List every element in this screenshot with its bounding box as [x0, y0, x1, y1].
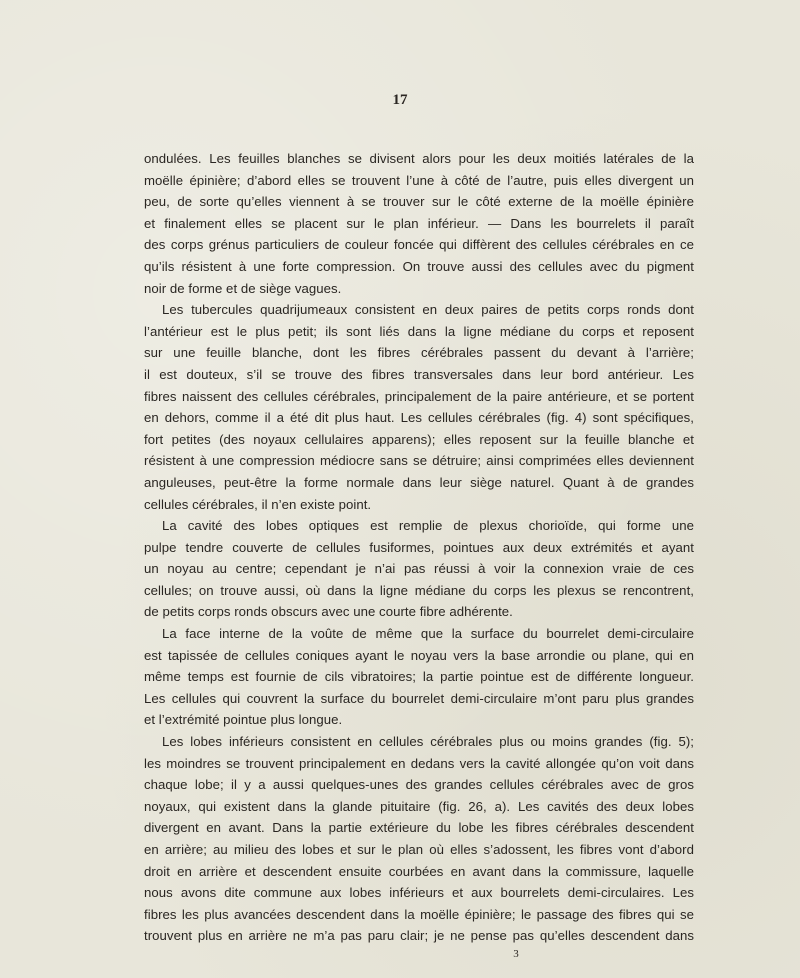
text-line: chaque lobe; il y a aussi quelques-unes des grandes cellules cérébrales avec de gros [144, 777, 694, 793]
signature-mark: 3 [513, 948, 519, 960]
text-line: fibres naissent des cellules cérébrales, principalement de la paire antérieure, et se portent [144, 388, 694, 404]
text-line: cellules cérébrales, il n’en existe point. [144, 496, 372, 512]
text-line: il est douteux, s’il se trouve des fibres transversales dans leur bord antérieur. Les [144, 366, 694, 382]
text-line: Les lobes inférieurs consistent en cellules cérébrales plus ou moins grandes (fig. 5); [162, 734, 694, 750]
text-line: qu’ils résistent à une forte compression. On trouve aussi des cellules avec du pigment [144, 258, 694, 274]
text-line: droit en arrière et descendent ensuite courbées en avant dans la commissure, laquelle [144, 863, 694, 879]
text-line: fort petites (des noyaux cellulaires apparens); elles reposent sur la feuille blanche et [144, 431, 694, 447]
text-line: trouvent plus en arrière ne m’a pas paru clair; je ne pense pas qu’elles descendent dans [144, 928, 694, 944]
text-line: les moindres se trouvent principalement en dedans vers la cavité allongée qu’on voit dans [144, 755, 694, 771]
text-line: résistent à une compression médiocre sans se détruire; ainsi comprimées elles deviennent [144, 453, 694, 469]
text-line: La cavité des lobes optiques est remplie de plexus chorioïde, qui forme une [162, 518, 694, 534]
text-line: même temps est fournie de cils vibratoires; la partie pointue est de différente longueur. [144, 669, 694, 685]
text-line: fibres les plus avancées descendent dans la moëlle épinière; le passage des fibres qui se [144, 906, 694, 922]
text-line: La face interne de la voûte de même que la surface du bourrelet demi-circulaire [162, 626, 694, 642]
text-line: et finalement elles se placent sur le plan inférieur. — Dans les bourrelets il paraît [144, 215, 694, 231]
text-line: noir de forme et de siège vagues. [144, 280, 342, 296]
text-line: en arrière; au milieu des lobes et sur le plan où elles s’adossent, les fibres vont d’abord [144, 842, 694, 857]
text-line: sur une feuille blanche, dont les fibres cérébrales passent du devant à l’arrière; [144, 345, 694, 361]
text-line: Les tubercules quadrijumeaux consistent en deux paires de petits corps ronds dont [162, 302, 694, 318]
text-line: noyaux, qui existent dans la glande pituitaire (fig. 26, a). Les cavités des deux lobes [144, 798, 694, 814]
page-number: 17 [392, 92, 408, 108]
text-line: et l’extrémité pointue plus longue. [144, 712, 343, 728]
text-line: un noyau au centre; cependant je n’ai pas réussi à voir la connexion vraie de ces [144, 561, 694, 577]
text-line: de petits corps ronds obscurs avec une courte fibre adhérente. [144, 604, 513, 620]
text-line: nous avons dite commune aux lobes inférieurs et aux bourrelets demi-circulaires. Les [144, 885, 694, 901]
text-line: est tapissée de cellules coniques ayant le noyau vers la base arrondie ou plane, qui en [144, 647, 694, 663]
text-line: cellules; on trouve aussi, où dans la ligne médiane du corps les plexus se rencontrent, [144, 582, 694, 598]
text-line: Les cellules qui couvrent la surface du bourrelet demi-circulaire m’ont paru plus grandes [144, 690, 694, 706]
text-line: pulpe tendre couverte de cellules fusiformes, pointues aux deux extrémités et ayant [144, 539, 694, 555]
text-line: anguleuses, peut-être la forme normale dans leur siège naturel. Quant à de grandes [144, 474, 694, 490]
text-line: divergent en avant. Dans la partie extérieure du lobe les fibres cérébrales descendent [144, 820, 694, 836]
text-line: ondulées. Les feuilles blanches se divisent alors pour les deux moitiés latérales de la [144, 151, 694, 166]
body-text [144, 148, 694, 947]
text-line: l’antérieur est le plus petit; ils sont liés dans la ligne médiane du corps et reposent [144, 323, 694, 339]
text-line: peu, de sorte qu’elles viennent à se trouver sur le côté externe de la moëlle épinière [144, 194, 694, 210]
text-line: moëlle épinière; d’abord elles se trouvent l’une à côté de l’autre, puis elles divergent un [144, 172, 694, 188]
text-line: en dehors, comme il a été dit plus haut. Les cellules cérébrales (fig. 4) sont spécifiques, [144, 410, 694, 426]
text-line: des corps grénus particuliers de couleur foncée qui diffèrent des cellules cérébrales en ce [144, 237, 694, 253]
